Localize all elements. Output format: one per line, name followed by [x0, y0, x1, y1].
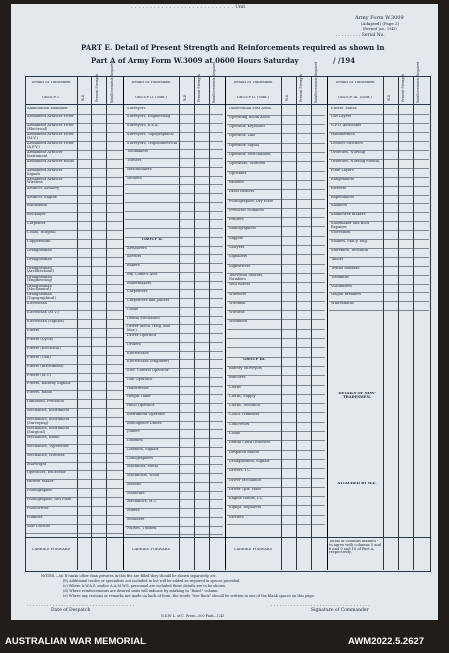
table-row-label: Coppersmith [27, 240, 51, 243]
table-row-label: Operators, Excavator [27, 471, 66, 475]
table-row-label: Instrument Operator [127, 412, 166, 416]
table-row-label: Moulders [127, 517, 145, 521]
table-row-label: Joiners [127, 430, 140, 434]
table-row-label: Welders [127, 176, 142, 180]
table-row-label: Machinist, Metal [127, 465, 158, 469]
carried-forward-1: CARRIED FORWARD [31, 548, 71, 551]
table-row-label: Masseurs [127, 491, 145, 495]
row-divider [227, 338, 325, 339]
note-a: NOTES.—(a) If ranks other than privates in this fits are filled they should be shown separately, etc. [41, 574, 217, 578]
table-row-label: Saw Doctors [27, 524, 51, 528]
table-row-label: Fitters (Instrument) [27, 364, 64, 368]
table-row-label: Wiremen [229, 301, 246, 305]
table-row-label: Elec. Control Operator [127, 369, 169, 372]
table-row-label: Mechanics, M.T. [127, 500, 157, 504]
table-row-label: Whitesmiths [331, 302, 354, 306]
table-row-label: Cooks [229, 432, 241, 435]
table-row-label: Dental Clerk Orderlies [229, 441, 271, 445]
table-row-label: Leather Stitchers [331, 142, 363, 146]
table-row-label: Television Mounts, Numbers [229, 273, 264, 281]
table-row-label: Textile Refiners [331, 266, 360, 270]
table-row-label: Surveyors [127, 106, 146, 110]
table-row-label: Hairdresser [127, 386, 149, 390]
table-row-label: Drillers [127, 342, 141, 346]
table-row-label: Clerks [229, 385, 241, 389]
table-row-label: Draughtsman (Mechanical) [27, 284, 52, 292]
table-row-label: Electricians [127, 351, 149, 355]
form-id: Army Form W.3009 [355, 15, 404, 21]
table-row-label: Saddlers [331, 204, 348, 208]
table-row-label: Gun Operator [127, 377, 153, 381]
col4-header: Details of Tradesmen [335, 81, 375, 84]
note-c: (c) Where A.W.A.S. and/or A.A.M.W.S. personnel are included these details are to be shown. [63, 584, 226, 588]
table-row-label: Surveyors, Engineering [127, 115, 171, 119]
reinf-header-3: Reinforcements Required [314, 61, 318, 103]
we-header-4: W.E. [387, 93, 391, 101]
table-row-label: Draughtsman [27, 248, 52, 252]
present-header-3: Present Strength [299, 74, 303, 102]
table-row-label: Wagon Breakers [331, 293, 361, 297]
table-row-label: Lithographers [127, 456, 153, 460]
table-row-label: Orderlies, Nursing [331, 151, 366, 154]
table-row-label: Masons [127, 482, 141, 486]
table-row-label: Draughtsmen, Signals [229, 459, 270, 463]
we-header-3: W.E. [285, 93, 289, 101]
table-row-label: Engine Hands, I.C. [229, 497, 264, 501]
table-row-label: Opticians [229, 171, 247, 175]
table-row-label: Operating Room Assts. [229, 115, 271, 119]
table-row-label: Clerks, Supply [229, 394, 256, 398]
table-row-label: Electricians (Engineer) [127, 360, 170, 364]
table-row-label: Storesmen [331, 231, 351, 235]
carried-forward-2: CARRIED FORWARD [131, 548, 171, 551]
table-row-label: Electrician (Signals) [27, 320, 65, 324]
table-row-label: Observation Post Assts. [229, 106, 272, 110]
table-row-label: Printers [229, 218, 244, 222]
we-header-2: W.E. [183, 93, 187, 101]
table-row-label: G.P.O. Assistants [331, 124, 362, 128]
table-row-label: Height Taker [127, 395, 151, 399]
table-row-label: Asesors [127, 255, 142, 259]
note-d: (d) Where reinforcements are desired units will indicate by marking in "Reinf." column. [63, 589, 219, 593]
note-e: (e) Where any reasons or remarks are made on back of form, the words "See Back" should be written in one of the blank spaces on this page. [63, 594, 315, 598]
table-row-label: Ropebinders [331, 195, 355, 199]
table-row-label: Mechanics, Instrument (Surgical) [27, 426, 70, 434]
table-row-label: Linemen, Signals [127, 447, 159, 451]
table-row-label: Tinsmiths [331, 275, 349, 279]
table-row-label: Operator, Keyboard [229, 125, 265, 129]
table-row-label: Mechanics, Typewriter [27, 444, 69, 448]
totals-note: Totals of columns marked * to agree with columns 5 and 8 and 9 and 10 of Part A, respectively. [329, 540, 381, 555]
table-row-label: Operator, Signal [229, 143, 259, 147]
present-header-2: Present Strength [197, 74, 201, 102]
col1-group: GROUP I. [42, 96, 60, 99]
table-row-label: Nurses, Trained [127, 526, 157, 530]
serial-number: . . . . . . . . . Serial No. [336, 33, 385, 38]
table-row-label: Stokers, Stat'y. Eng. [331, 240, 368, 243]
table-row-label: Draughtsman (Engineering) [27, 275, 53, 283]
row-divider [227, 347, 325, 348]
col4-group: GROUP III. (cont.) [338, 96, 372, 99]
carried-divider [25, 537, 430, 538]
table-row-label: Draughtsman (Architectural) [27, 266, 54, 274]
we-header: W.E. [81, 93, 85, 101]
table-row-label: Shoemaker and Boot Repairer [331, 222, 370, 229]
table-row-label: Mixers [127, 509, 140, 512]
table-row-label: Fitters, Radio [27, 391, 53, 395]
table-row-label: Storemen, Technical [331, 248, 369, 252]
table-row-label: Riggers [229, 236, 244, 240]
table-row-label: Vulcanisers [331, 284, 352, 288]
table-row-label: Predictor Numbers [229, 208, 265, 212]
table-row-label: Equipt. Repairers [229, 506, 262, 510]
table-row-label: Mechanics, Instrument (Surveying) [27, 418, 70, 425]
table-row-label: Signwriters [229, 264, 251, 268]
table-row-label: Helio Operator [127, 404, 155, 407]
table-row-label: Gunsmith, Precision [27, 400, 64, 404]
table-row-label: Cooks, Hospital [27, 231, 56, 235]
table-row-label: Surveyors, Topographical [127, 132, 174, 136]
table-row-label: Mechanics, Wireless [27, 453, 65, 457]
row-divider [227, 524, 325, 525]
table-row-label: Mechanics, Instrument [27, 409, 70, 413]
table-row-label: Rangetakers [331, 177, 355, 181]
table-row-label: Bakers [127, 264, 140, 267]
form-page [11, 4, 438, 620]
form-rev: (Revised Jan., 1943) [363, 27, 397, 31]
table-row-label: Armament Artificer Wireless [27, 177, 63, 185]
table-row-label: Sawyers [229, 246, 245, 249]
table-row-label: Gas Layers [331, 115, 352, 119]
table-row-label: Armament Artificer Radio [27, 159, 75, 163]
table-row-label: Toolmakers [127, 150, 149, 154]
table-row-label: Boilermakers [127, 281, 152, 285]
table-row-label: Despatch Riders [229, 450, 260, 454]
col3-header: Details of Tradesmen [233, 81, 273, 84]
table-row-label: Farriers [229, 515, 244, 519]
col1-header: Details of Tradesmen [31, 81, 71, 84]
date-despatch: . . . . . . . . . . . . . . . . . . . . . . . . . . . . . . . . . . . . . . [27, 603, 135, 608]
table-row-label: Bricklayer [27, 213, 46, 217]
table-row-label: GROUP III. [243, 357, 266, 361]
table-row-label: Armament Artificer Fitter (M.V.) [27, 133, 74, 140]
row-divider [125, 219, 223, 220]
table-row-label: Operator, Line [229, 134, 256, 138]
table-row-label: Signallers [229, 255, 248, 259]
table-row-label: Wireless [229, 311, 245, 315]
table-row-label: Operators, Wireless [229, 162, 266, 166]
row-divider [125, 193, 223, 194]
col3-group: GROUP II. (cont.) [236, 96, 270, 99]
table-row-label: Watchmakers [127, 167, 152, 171]
table-row-label: Draughtsman [27, 257, 52, 261]
table-row-label: Battery Surveyors [229, 366, 263, 370]
table-row-label: Artificer, Artillery [27, 186, 60, 190]
date-despatch-label: Date of Despatch [51, 608, 91, 613]
table-row-label: Driver-Mech. (Eng. and Mar.) [127, 325, 170, 333]
table-row-label: Driver-Operator [127, 334, 157, 337]
table-row-label: Fitters' Mates [331, 106, 357, 110]
unit-label: . . . . . . . . . . . . . . . . . . . . . . . . . . . Unit [131, 5, 246, 10]
row-divider [125, 211, 223, 212]
table-row-label: Ammunition Examiner [27, 106, 68, 110]
carried-forward-3: CARRIED FORWARD [233, 548, 273, 551]
table-row-label: Plate Layers [331, 168, 354, 172]
table-row-label: Mechanics, Radio [27, 435, 60, 439]
page-title: PART E. Detail of Present Strength and Reinforcements required as shown in [81, 43, 385, 52]
note-b: (b) Additional trades or specialists not included in list will be added as required in spaces provided. [63, 579, 241, 583]
table-row-label: Surveyors, R.S.A. [127, 124, 159, 127]
table-row-label: Machinists, Wood [127, 474, 160, 477]
table-row-label: Blacksmith [27, 204, 48, 208]
table-row-label: Fitters (M.V.) [27, 373, 52, 377]
table-row-label: Linemen [127, 439, 143, 442]
table-row-label: Cooks [127, 307, 139, 311]
caption-right: AWM2022.5.2627 [348, 636, 425, 647]
table-row-label: Coach Trimmers [229, 413, 260, 417]
table-row-label: Woodmen [229, 320, 247, 324]
table-row-label: Fitters [27, 329, 40, 332]
table-row-label: Fitters (Electrical) [27, 346, 61, 350]
row-divider [25, 533, 123, 534]
title-date: / /194 [333, 56, 356, 65]
reinf-header-2: Reinforcements Required [212, 61, 216, 103]
table-row-label: Clerks, Technical [229, 404, 261, 408]
table-row-label: Bty. Comd's Asst. [127, 272, 159, 276]
attached-label: ATTACHED BY W.E. [337, 482, 377, 485]
table-row-label: Pattern Maker [27, 480, 54, 484]
table-row-label: Turners [127, 159, 142, 162]
table-row-label: Carpenter [27, 222, 46, 226]
form-sub: (Adapted) (Page 2) [361, 21, 400, 26]
table-row-label: Painters [229, 180, 244, 184]
table-row-label: Surveyors, Trigonometrical [127, 141, 178, 145]
table-row-label: Panel Beaters [229, 190, 255, 194]
table-row-label: Armament Artificer Fitter (Electrical) [27, 124, 74, 132]
table-row-label: Plumber [27, 515, 43, 519]
present-header: Present Strength [95, 74, 99, 102]
table-row-label: Driver Mechanics [229, 478, 262, 482]
table-row-label: Fitters (Gun) [27, 355, 51, 359]
table-row-label: Wheelers [229, 292, 247, 296]
table-row-label: Dental Mechanics [127, 316, 160, 320]
table-row-label: Driver Tptr. Plant [229, 487, 261, 491]
table-row-label: Drivers, I.C. [229, 469, 252, 473]
table-row-label: Armament Artificer Fitter (A.F.V.) [27, 142, 74, 149]
table-row-label: Armourers [127, 246, 147, 250]
row-divider [125, 202, 223, 203]
table-row-label: Draughtsman (Topographical) [27, 293, 56, 301]
table-row-label: Saddletree makers [331, 213, 366, 217]
caption-bar [0, 628, 449, 653]
table-row-label: Fitters, Railway Signals [27, 382, 71, 386]
table-row-label: Butchers [229, 376, 246, 380]
table-row-label: Millwright [27, 462, 47, 466]
row-divider [125, 534, 223, 535]
table-row-label: Fitters (Cycle) [27, 337, 54, 341]
row-divider [227, 329, 325, 330]
table-row-label: Intelligence Duties [127, 421, 162, 425]
table-row-label: Photographer, Wet Plate [27, 498, 72, 502]
table-row-label: GROUP II. [142, 237, 163, 241]
reinf-header-4: Reinforcements Required [416, 61, 420, 103]
table-row-label: Tailors [331, 257, 344, 261]
table-row-label: Riveters [331, 186, 347, 190]
table-row-label: Well Borers [229, 283, 251, 287]
signature-line: . . . . . . . . . . . . . . . . . . . . . . . . . . . . . . . . . . . [271, 603, 370, 608]
reinf-header: Reinforcements Required [110, 61, 114, 103]
table-row-label: Electrician (M.V.) [27, 311, 59, 315]
table-row-label: Electrician [27, 302, 47, 306]
table-row-label: Operator, Switchboard [229, 153, 271, 156]
table-row-label: Orderlies, Nursing Mental [331, 159, 380, 163]
caption-left: AUSTRALIAN WAR MEMORIAL [5, 636, 146, 647]
signature-label: Signature of Commander [311, 608, 369, 613]
table-row-label: Armament Artificer Instrument [27, 151, 63, 158]
row-divider [329, 310, 429, 311]
table-row-label: Photographer, Dry Plate [229, 199, 274, 203]
header-divider [25, 104, 430, 105]
table-row-label: Photographer [27, 489, 53, 493]
printer-line: N.S.W. L. of C. Press—500 Pads—1/43 [161, 614, 225, 618]
row-divider [125, 228, 223, 229]
present-header-4: Present Strength [401, 74, 405, 102]
table-row-label: Hammermen [331, 133, 355, 137]
page-title-line2: Part A of Army Form W.3009 at 0600 Hours Saturday [91, 56, 299, 65]
table-row-label: Carpenters and Joiners [127, 299, 170, 302]
table-row-label: Photowriter [27, 507, 49, 510]
table-row-label: Concretors [229, 422, 250, 426]
col2-header: Details of Tradesmen [131, 81, 171, 84]
table-row-label: Carpenters [127, 290, 148, 294]
row-divider [125, 184, 223, 185]
table-row-label: Armament Artificer Signals [27, 168, 63, 176]
table-row-label: Artificer, Engine [27, 195, 57, 199]
table-row-label: Radiographers [229, 227, 257, 231]
table-row-label: Armament Artificer Fitter [27, 115, 74, 119]
col2-group: GROUP II. (cont.) [134, 96, 168, 99]
non-tradesmen-label: DETAILS OF NON-TRADESMEN. [338, 392, 376, 399]
